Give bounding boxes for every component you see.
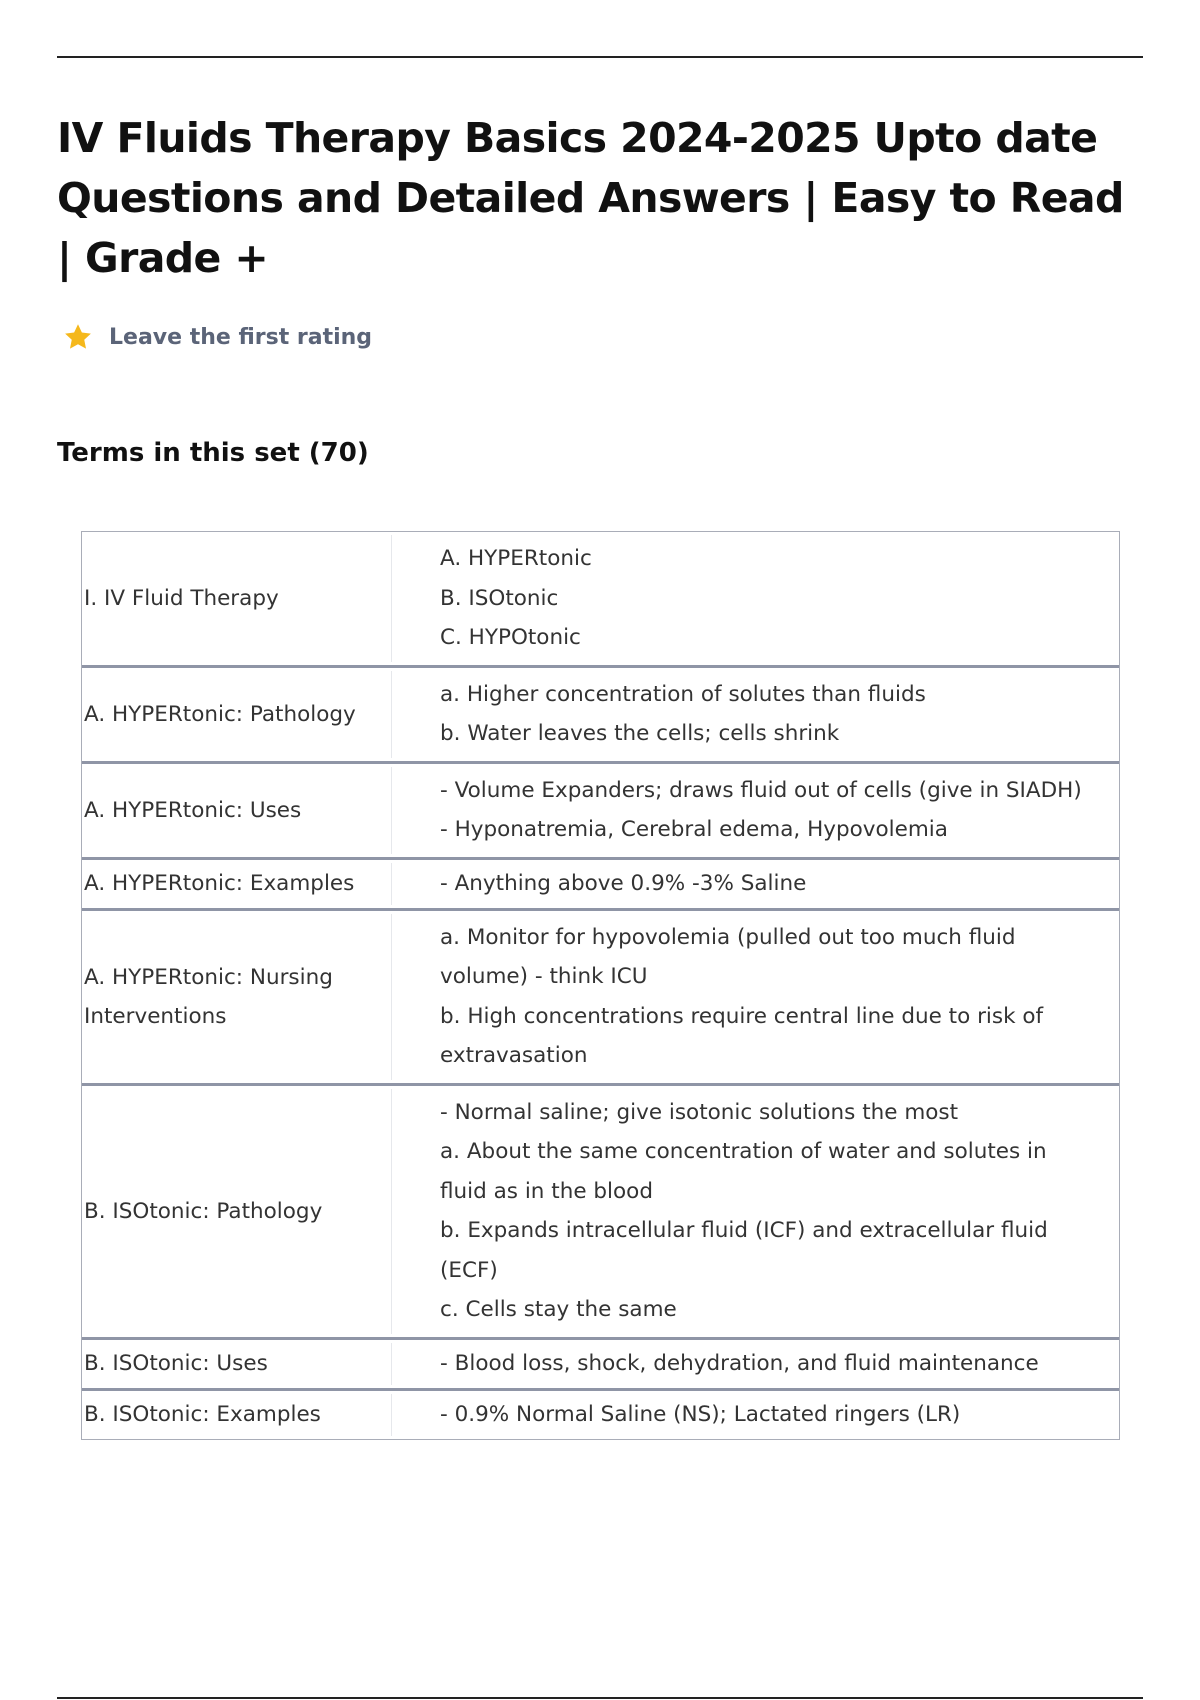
term-text: A. HYPERtonic: Examples [84, 870, 355, 896]
term-row [82, 1337, 1119, 1388]
term-cell [82, 1398, 392, 1432]
rating-label: Leave the first rating [109, 324, 373, 350]
star-shape [65, 324, 91, 348]
term-cell [82, 1093, 392, 1330]
term-text: B. ISOtonic: Uses [84, 1350, 268, 1376]
definition-line: A. HYPERtonic [440, 546, 592, 571]
term-cell [82, 771, 392, 850]
star-icon [63, 322, 93, 352]
definition-line: b. High concentrations require central line due to risk of extravasation [440, 1003, 1044, 1068]
definition-line: - 0.9% Normal Saline (NS); Lactated ringers (LR) [440, 1401, 961, 1427]
term-text: I. IV Fluid Therapy [84, 585, 279, 611]
definition-cell [392, 1093, 1119, 1330]
definition-line: a. About the same concentration of water and solutes in fluid as in the blood [440, 1139, 1047, 1204]
terms-table [81, 531, 1120, 1440]
definition-line: a. Monitor for hypovolemia (pulled out too much fluid volume) - think ICU [440, 924, 1016, 989]
definition-line: a. Higher concentration of solutes than fluids [440, 681, 926, 707]
term-row [82, 761, 1119, 857]
definition-line: - Normal saline; give isotonic solutions the most [440, 1099, 959, 1125]
definition-cell [392, 867, 1119, 901]
top-divider [57, 56, 1143, 58]
section-heading: Terms in this set (70) [57, 438, 369, 468]
term-row [82, 857, 1119, 908]
term-row [82, 665, 1119, 761]
term-row [82, 532, 1119, 665]
definition-line: - Anything above 0.9% -3% Saline [440, 870, 807, 896]
definition-cell [392, 918, 1119, 1076]
definition-cell [392, 675, 1119, 754]
term-text: B. ISOtonic: Pathology [84, 1198, 323, 1224]
definition-line: B. ISOtonic [440, 585, 559, 611]
term-row [82, 908, 1119, 1083]
term-text: B. ISOtonic: Examples [84, 1401, 321, 1427]
bottom-divider [57, 1697, 1143, 1699]
term-row [82, 1388, 1119, 1439]
term-row [82, 1083, 1119, 1337]
definition-cell [392, 539, 1119, 658]
definition-line: - Hyponatremia, Cerebral edema, Hypovolemia [440, 817, 948, 842]
definition-line: - Blood loss, shock, dehydration, and fluid maintenance [440, 1350, 1039, 1376]
definition-line: C. HYPOtonic [440, 625, 581, 650]
term-text: A. HYPERtonic: Nursing Interventions [84, 964, 333, 1029]
term-text: A. HYPERtonic: Uses [84, 797, 302, 823]
definition-line: - Volume Expanders; draws fluid out of cells (give in SIADH) [440, 777, 1082, 803]
term-cell [82, 1347, 392, 1381]
definition-cell [392, 1398, 1119, 1432]
term-text: A. HYPERtonic: Pathology [84, 701, 356, 727]
rating-prompt[interactable] [63, 318, 372, 356]
definition-line: b. Expands intracellular fluid (ICF) and extracellular fluid (ECF) [440, 1218, 1048, 1283]
page-title: IV Fluids Therapy Basics 2024-2025 Upto date Questions and Detailed Answers | Easy to Read | Grade + [57, 114, 1124, 282]
term-cell [82, 675, 392, 754]
definition-line: c. Cells stay the same [440, 1297, 677, 1322]
definition-line: b. Water leaves the cells; cells shrink [440, 721, 840, 746]
term-cell [82, 867, 392, 901]
definition-cell [392, 771, 1119, 850]
term-cell [82, 918, 392, 1076]
term-cell [82, 539, 392, 658]
definition-cell [392, 1347, 1119, 1381]
